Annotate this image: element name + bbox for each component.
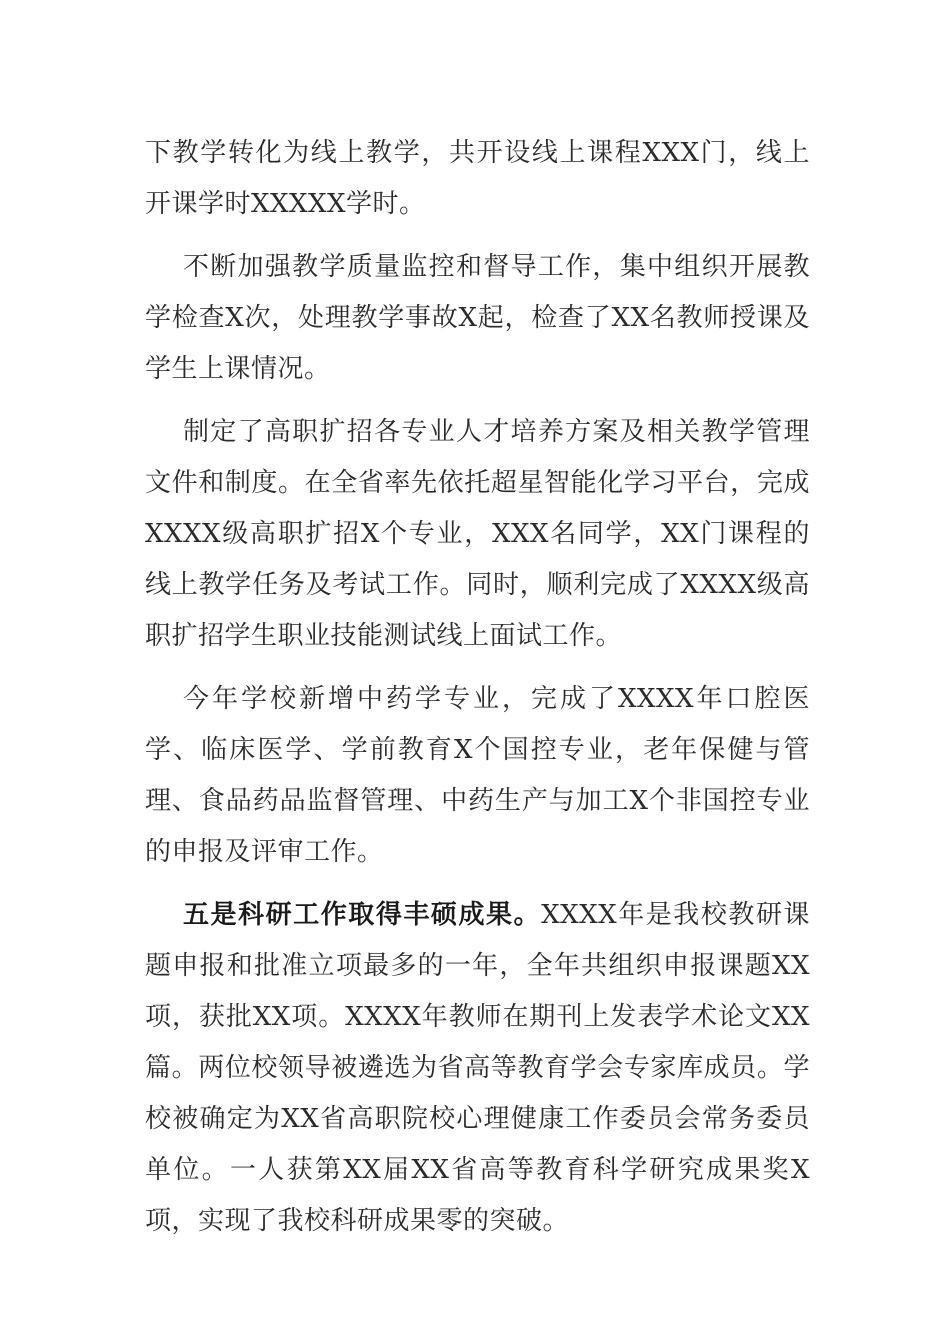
paragraph-1: 下教学转化为线上教学，共开设线上课程XXX门，线上开课学时XXXXX学时。: [145, 138, 810, 219]
section-lead-heading: 五是科研工作取得丰硕成果。: [183, 900, 542, 930]
paragraph-4: 今年学校新增中药学专业，完成了XXXX年口腔医学、临床医学、学前教育X个国控专业，老年保健与管理、食品药品监督管理、中药生产与加工X个非国控专业的申报及评审工作。: [145, 684, 810, 867]
paragraph-5-body: XXXX年是我校教研课题申报和批准立项最多的一年，全年共组织申报课题XX项，获批XX项。XXXX年教师在期刊上发表学术论文XX篇。两位校领导被遴选为省高等教育学会专家库成员。学校被确定为XX省高职院校心理健康工作委员会常务委员单位。一人获第XX届XX省高等教育科学研究成果奖X项，实现了我校科研成果零的突破。: [145, 900, 810, 1236]
paragraph-2: 不断加强教学质量监控和督导工作，集中组织开展教学检查X次，处理教学事故X起，检查了XX名教师授课及学生上课情况。: [145, 252, 810, 384]
paragraph-3: 制定了高职扩招各专业人才培养方案及相关教学管理文件和制度。在全省率先依托超星智能化学习平台，完成XXXX级高职扩招X个专业，XXX名同学，XX门课程的线上教学任务及考试工作。同时，顺利完成了XXXX级高职扩招学生职业技能测试线上面试工作。: [145, 417, 810, 651]
paragraph-5: [145, 890, 810, 1247]
document-body: [145, 128, 810, 1259]
